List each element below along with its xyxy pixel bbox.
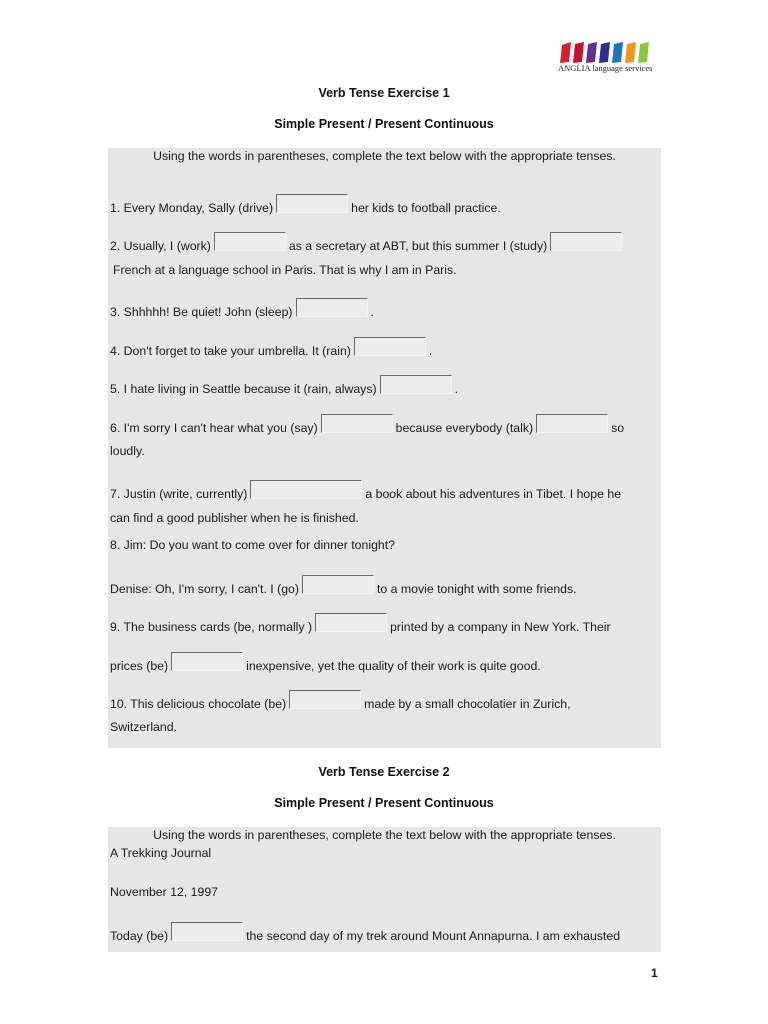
question-7-cont: can find a good publisher when he is finished. xyxy=(110,511,359,525)
exercise2-panel xyxy=(108,827,661,952)
question-9-cont: prices (be) inexpensive, yet the quality of their work is quite good. xyxy=(110,654,541,673)
answer-input-q2a[interactable] xyxy=(214,232,286,251)
question-1: 1. Every Monday, Sally (drive) her kids to football practice. xyxy=(110,196,501,215)
question-10-cont: Switzerland. xyxy=(110,720,177,734)
answer-input-q7[interactable] xyxy=(250,480,362,499)
question-4: 4. Don't forget to take your umbrella. It (rain) . xyxy=(110,339,432,358)
question-9: 9. The business cards (be, normally ) printed by a company in New York. Their xyxy=(110,615,611,634)
journal-title: A Trekking Journal xyxy=(110,846,212,860)
exercise2-instructions: Using the words in parentheses, complete the text below with the appropriate tenses. xyxy=(153,828,616,842)
question-7: 7. Justin (write, currently) a book about his adventures in Tibet. I hope he xyxy=(110,482,621,501)
exercise1-title: Verb Tense Exercise 1 xyxy=(318,86,450,100)
anglia-logo xyxy=(556,42,660,76)
answer-input-q10[interactable] xyxy=(289,690,361,709)
answer-input-q2b[interactable] xyxy=(550,232,622,251)
answer-input-e2-s1[interactable] xyxy=(171,922,243,941)
question-5: 5. I hate living in Seattle because it (rain, always) . xyxy=(110,377,458,396)
answer-input-q9a[interactable] xyxy=(315,613,387,632)
answer-input-q8[interactable] xyxy=(302,575,374,594)
answer-input-q3[interactable] xyxy=(296,298,368,317)
journal-date: November 12, 1997 xyxy=(110,885,219,899)
answer-input-q5[interactable] xyxy=(380,375,452,394)
answer-input-q1[interactable] xyxy=(276,194,348,213)
exercise2-title: Verb Tense Exercise 2 xyxy=(318,765,450,779)
page-number: 1 xyxy=(651,966,658,980)
exercise1-instructions: Using the words in parentheses, complete the text below with the appropriate tenses. xyxy=(153,149,616,163)
logo-text: ANGLIA language services xyxy=(558,63,653,73)
answer-input-q9b[interactable] xyxy=(171,652,243,671)
answer-input-q6a[interactable] xyxy=(321,414,393,433)
answer-input-q4[interactable] xyxy=(354,337,426,356)
question-6: 6. I'm sorry I can't hear what you (say) because everybody (talk) so xyxy=(110,416,624,435)
journal-sentence-1: Today (be) the second day of my trek around Mount Annapurna. I am exhausted xyxy=(110,924,620,943)
question-2: 2. Usually, I (work) as a secretary at ABT, but this summer I (study) xyxy=(110,234,625,253)
question-2-cont: French at a language school in Paris. That is why I am in Paris. xyxy=(113,263,457,277)
answer-input-q6b[interactable] xyxy=(536,414,608,433)
question-10: 10. This delicious chocolate (be) made by a small chocolatier in Zurich, xyxy=(110,692,571,711)
exercise2-subtitle: Simple Present / Present Continuous xyxy=(274,796,494,810)
question-3: 3. Shhhhh! Be quiet! John (sleep) . xyxy=(110,300,374,319)
question-6-cont: loudly. xyxy=(110,444,145,458)
question-8: 8. Jim: Do you want to come over for dinner tonight? xyxy=(110,538,396,552)
logo-stripes xyxy=(556,42,660,64)
exercise1-subtitle: Simple Present / Present Continuous xyxy=(274,117,494,131)
question-8-reply: Denise: Oh, I'm sorry, I can't. I (go) to a movie tonight with some friends. xyxy=(110,577,577,596)
exercise1-panel xyxy=(108,148,661,748)
